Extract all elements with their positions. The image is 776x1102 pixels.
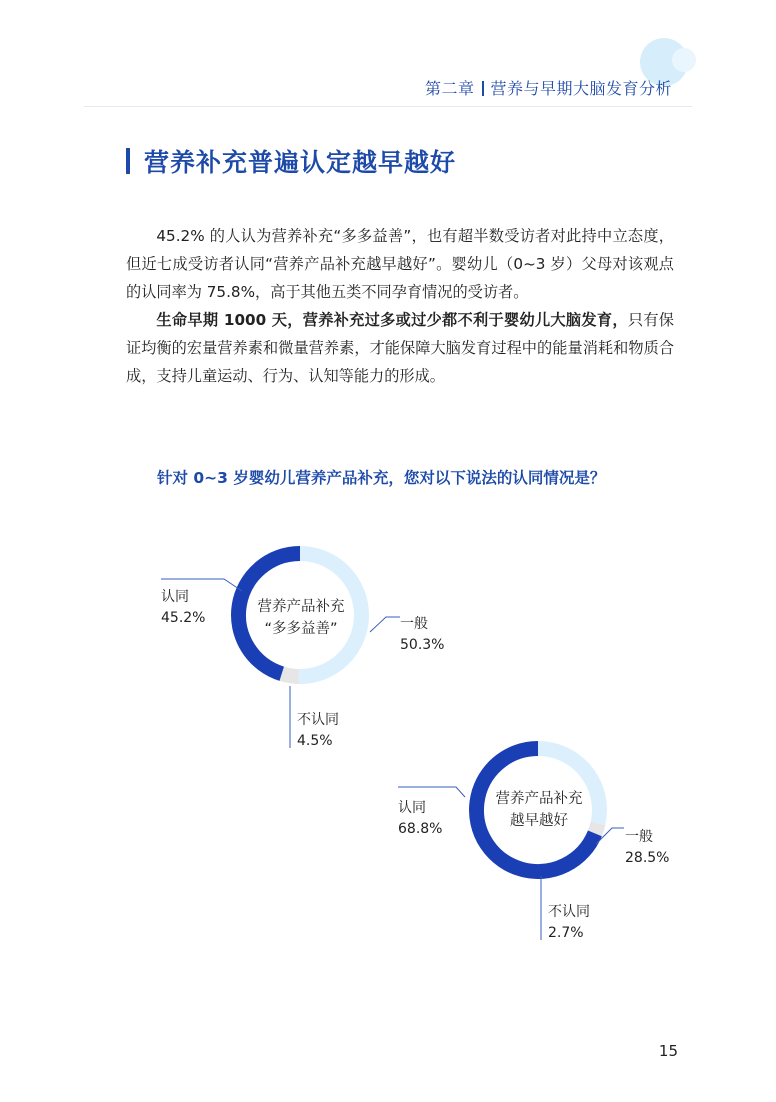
paragraph-2-bold: 生命早期 1000 天，营养补充过多或过少都不利于婴幼儿大脑发育， <box>156 311 628 329</box>
donut-2-disagree-label <box>548 902 590 944</box>
donut-1-center-line-1: 营养产品补充 <box>257 599 345 615</box>
donut-1-center-label <box>219 596 383 640</box>
donut-1-neutral-value: 50.3% <box>400 637 445 653</box>
donut-2-center-line-1: 营养产品补充 <box>495 791 583 807</box>
donut-chart-1 <box>161 553 400 748</box>
chart-title: 针对 0~3 岁婴幼儿营养产品补充，您对以下说法的认同情况是？ <box>157 469 606 487</box>
section-title: 营养补充普遍认定越早越好 <box>144 148 457 177</box>
donut-2-leader-line-agree <box>398 787 465 797</box>
donut-2-neutral-value: 28.5% <box>625 850 670 866</box>
donut-1-slice-disagree <box>282 674 299 677</box>
donut-1-neutral-name: 一般 <box>400 616 428 632</box>
donut-2-agree-value: 68.8% <box>398 821 443 837</box>
donut-1-center-line-2: “多多益善” <box>264 621 338 637</box>
donut-2-center-label <box>457 788 621 832</box>
donut-1-disagree-name: 不认同 <box>297 712 339 728</box>
chapter-number: 第二章 <box>424 79 475 98</box>
donut-1-agree-name: 认同 <box>161 589 189 605</box>
donut-2-agree-label <box>398 798 442 840</box>
donut-1-agree-value: 45.2% <box>161 610 206 626</box>
donut-2-neutral-name: 一般 <box>625 829 653 845</box>
paragraph-2-rest: 只有保证均衡的宏量营养素和微量营养素，才能保障大脑发育过程中的能量消耗和物质合成，支持儿童运动、行为、认知等能力的形成。 <box>126 311 674 385</box>
donut-2-agree-name: 认同 <box>398 800 426 816</box>
donut-2-disagree-name: 不认同 <box>548 904 590 920</box>
chapter-title: 营养与早期大脑发育分析 <box>490 79 672 98</box>
donut-2-center-line-2: 越早越好 <box>510 813 568 829</box>
donut-2-neutral-label <box>625 827 669 869</box>
donut-1-agree-label <box>161 587 205 629</box>
donut-1-disagree-label <box>297 710 339 752</box>
donut-1-neutral-label <box>400 614 444 656</box>
donut-2-disagree-value: 2.7% <box>548 925 584 941</box>
page-number: 15 <box>658 1042 678 1060</box>
paragraph-1: 45.2% 的人认为营养补充“多多益善”，也有超半数受访者对此持中立态度，但近七成受访者认同“营养产品补充越早越好”。婴幼儿（0~3 岁）父母对该观点的认同率为 75.8%，高于其他五类不同孕育情况的受访者。 <box>126 227 674 301</box>
donut-chart-2 <box>398 748 624 940</box>
donut-1-disagree-value: 4.5% <box>297 733 333 749</box>
